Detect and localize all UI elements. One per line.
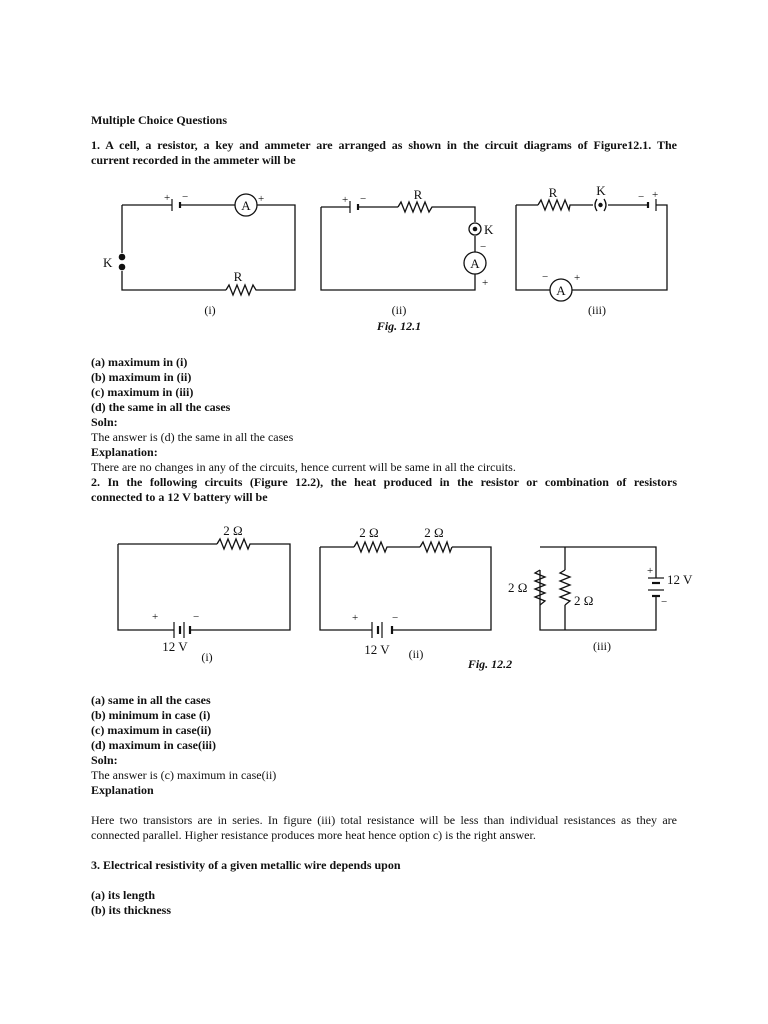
battery-voltage: 12 V <box>364 642 390 657</box>
resistor-label: R <box>548 185 558 200</box>
resistor-label: 2 Ω <box>223 523 243 538</box>
q2-text-line2: connected to a 12 V battery will be <box>91 490 268 504</box>
q2-soln-label: Soln: <box>91 753 118 767</box>
q2-text-line1: 2. In the following circuits (Figure 12.2), the heat produced in the resistor or combination of resistors <box>91 475 677 489</box>
figure-12-1 <box>0 180 768 340</box>
cell-plus: + <box>342 194 349 206</box>
circuit-2-i <box>118 523 290 664</box>
resistor-label: 2 Ω <box>359 525 379 540</box>
q1-text-line1: 1. A cell, a resistor, a key and ammeter are arranged as shown in the circuit diagrams of Figure12.1. The <box>91 138 677 152</box>
key-label: K <box>596 183 606 198</box>
q2-explanation-line2: connected parallel. Higher resistance produces more heat hence option c) is the right answer. <box>91 828 536 842</box>
q2-option-b: (b) minimum in case (i) <box>91 708 211 722</box>
q2-option-d: (d) maximum in case(iii) <box>91 738 216 752</box>
q1-option-b: (b) maximum in (ii) <box>91 370 192 384</box>
battery-minus: − <box>193 611 200 623</box>
q2-option-c: (c) maximum in case(ii) <box>91 723 212 737</box>
q1-soln-label: Soln: <box>91 415 118 429</box>
q1-answer: The answer is (d) the same in all the cases <box>91 430 294 444</box>
battery-minus: − <box>392 612 399 624</box>
q1-option-a: (a) maximum in (i) <box>91 355 188 369</box>
cell-minus: − <box>182 191 189 203</box>
circuit-2-iii <box>508 547 693 653</box>
resistor-label: 2 Ω <box>574 593 594 608</box>
ammeter-label: A <box>556 283 566 298</box>
label-iii: (iii) <box>588 303 606 317</box>
resistor-icon <box>226 285 258 295</box>
battery-minus: − <box>661 596 668 608</box>
circuit-1-i <box>103 191 295 317</box>
cell-minus: − <box>638 191 645 203</box>
ammeter-minus: − <box>480 241 487 253</box>
resistor-icon <box>398 202 434 212</box>
section-heading: Multiple Choice Questions <box>91 113 228 127</box>
label-ii: (ii) <box>391 303 407 317</box>
ammeter-label: A <box>470 256 480 271</box>
q2-explanation-line1: Here two transistors are in series. In figure (iii) total resistance will be less than individual resistances as they are <box>91 813 677 827</box>
battery-voltage: 12 V <box>667 572 693 587</box>
key-label: K <box>484 222 494 237</box>
q1-explanation-label: Explanation: <box>91 445 158 459</box>
ammeter-minus: − <box>542 271 549 283</box>
cell-plus: + <box>164 192 171 204</box>
battery-plus: + <box>647 565 654 577</box>
resistor-icon <box>217 539 251 549</box>
battery-plus: + <box>152 611 159 623</box>
circuit-2-ii <box>320 525 512 671</box>
q1-option-d: (d) the same in all the cases <box>91 400 231 414</box>
battery-plus: + <box>352 612 359 624</box>
ammeter-label: A <box>241 198 251 213</box>
resistor-label: R <box>413 187 423 202</box>
q2-option-a: (a) same in all the cases <box>91 693 211 707</box>
resistor-icon <box>420 542 452 552</box>
ammeter-plus: + <box>574 272 581 284</box>
circuit-1-ii <box>321 187 494 333</box>
circuit-1-iii <box>516 183 667 317</box>
figure-caption: Fig. 12.1 <box>376 319 422 333</box>
label-iii: (iii) <box>593 639 611 653</box>
q1-option-c: (c) maximum in (iii) <box>91 385 194 399</box>
resistor-icon <box>538 200 572 210</box>
label-i: (i) <box>204 303 216 317</box>
figure-12-2 <box>0 515 768 675</box>
key-icon <box>119 254 126 261</box>
cell-plus: + <box>652 189 659 201</box>
ammeter-plus: + <box>482 277 489 289</box>
resistor-label: 2 Ω <box>424 525 444 540</box>
q1-explanation: There are no changes in any of the circuits, hence current will be same in all the circuits. <box>91 460 516 474</box>
resistor-label: R <box>233 269 243 284</box>
resistor-icon <box>560 570 570 605</box>
cell-minus: − <box>360 193 367 205</box>
resistor-label: 2 Ω <box>508 580 528 595</box>
label-ii: (ii) <box>408 647 424 661</box>
q3-text: 3. Electrical resistivity of a given metallic wire depends upon <box>91 858 401 872</box>
resistor-icon <box>354 542 388 552</box>
figure-caption: Fig. 12.2 <box>467 657 513 671</box>
key-label: K <box>103 255 113 270</box>
battery-voltage: 12 V <box>162 639 188 654</box>
q2-explanation-label: Explanation <box>91 783 154 797</box>
q1-text-line2: current recorded in the ammeter will be <box>91 153 296 167</box>
q3-option-a: (a) its length <box>91 888 155 902</box>
ammeter-plus: + <box>258 193 265 205</box>
label-i: (i) <box>201 650 213 664</box>
q2-answer: The answer is (c) maximum in case(ii) <box>91 768 277 782</box>
q3-option-b: (b) its thickness <box>91 903 172 917</box>
